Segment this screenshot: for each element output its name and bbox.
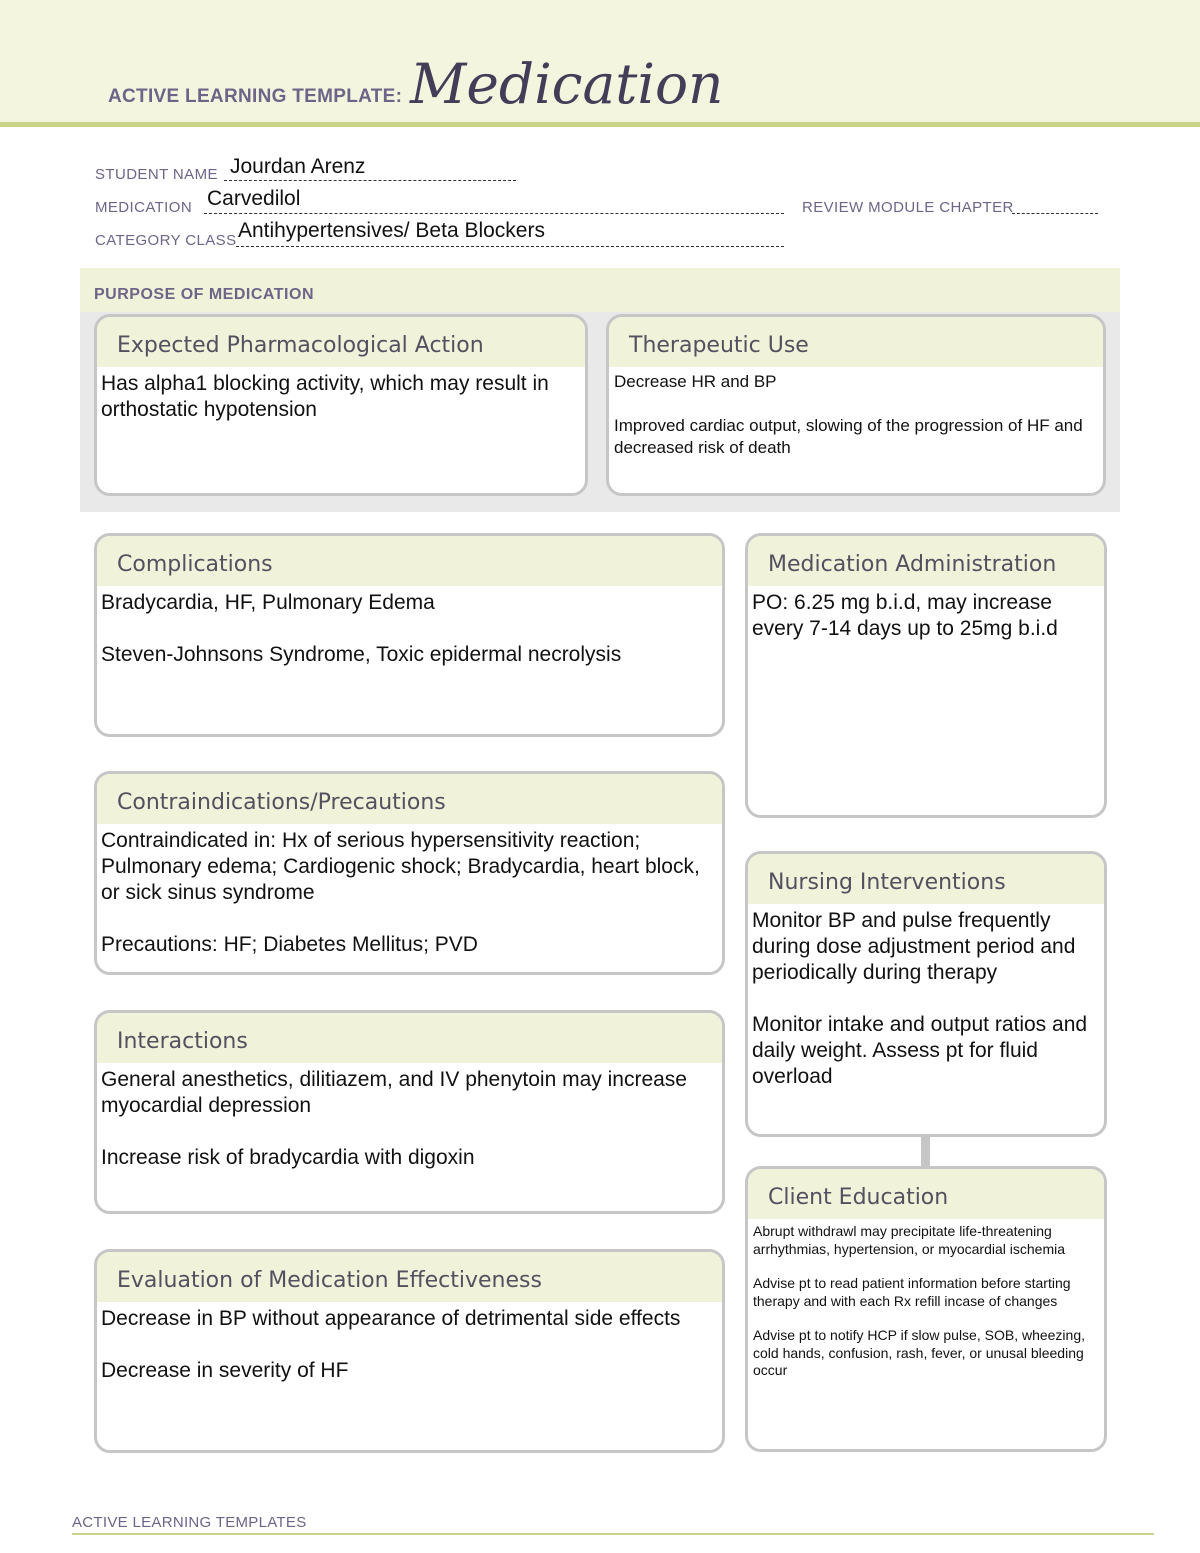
evaluation-text-2: Decrease in severity of HF	[101, 1359, 349, 1382]
complications-text-2: Steven-Johnsons Syndrome, Toxic epidermal necrolysis	[101, 643, 622, 666]
complications-body[interactable]	[97, 586, 722, 668]
category-class-label: CATEGORY CLASS	[95, 232, 237, 249]
interactions-box	[94, 1010, 725, 1214]
review-module-line[interactable]	[1012, 213, 1098, 214]
complications-box	[94, 533, 725, 737]
evaluation-text-1: Decrease in BP without appearance of detrimental side effects	[101, 1307, 681, 1330]
student-name-label: STUDENT NAME	[95, 166, 218, 183]
header-divider	[0, 122, 1200, 127]
contraindications-box	[94, 771, 725, 975]
therapeutic-use-heading: Therapeutic Use	[609, 317, 1103, 367]
therapeutic-use-box	[606, 314, 1106, 496]
evaluation-box	[94, 1249, 725, 1453]
student-name-line	[224, 180, 516, 181]
medication-administration-box	[745, 533, 1107, 818]
therapeutic-use-text-1: Decrease HR and BP	[614, 372, 777, 391]
review-module-label: REVIEW MODULE CHAPTER	[802, 199, 1014, 216]
client-education-text-3: Advise pt to notify HCP if slow pulse, SOB, wheezing, cold hands, confusion, rash, fever, or unusal bleeding occur	[753, 1327, 1086, 1378]
contraindications-text-1: Contraindicated in: Hx of serious hypersensitivity reaction; Pulmonary edema; Cardiogenic shock; Bradycardia, heart block, or sick sinus syndrome	[101, 829, 700, 904]
nursing-interventions-heading: Nursing Interventions	[748, 854, 1104, 904]
complications-heading: Complications	[97, 536, 722, 586]
category-class-line	[236, 246, 784, 247]
medication-administration-body[interactable]	[748, 586, 1104, 642]
nursing-interventions-body[interactable]	[748, 904, 1104, 1090]
nursing-interventions-text-2: Monitor intake and output ratios and daily weight. Assess pt for fluid overload	[752, 1013, 1088, 1088]
template-label: ACTIVE LEARNING TEMPLATE:	[108, 86, 403, 107]
client-education-text-2: Advise pt to read patient information before starting therapy and with each Rx refill incase of changes	[753, 1275, 1071, 1309]
medication-label: MEDICATION	[95, 199, 193, 216]
evaluation-heading: Evaluation of Medication Effectiveness	[97, 1252, 722, 1302]
therapeutic-use-body[interactable]	[609, 367, 1103, 459]
expected-action-box	[94, 314, 588, 496]
connector-bar	[921, 1135, 930, 1167]
medication-value[interactable]: Carvedilol	[207, 187, 301, 210]
client-education-heading: Client Education	[748, 1169, 1104, 1219]
page-title: Medication	[410, 52, 724, 116]
student-name-value[interactable]: Jourdan Arenz	[230, 155, 366, 178]
client-education-box	[745, 1166, 1107, 1452]
footer-text: ACTIVE LEARNING TEMPLATES	[72, 1514, 307, 1531]
expected-action-heading: Expected Pharmacological Action	[97, 317, 585, 367]
expected-action-text: Has alpha1 blocking activity, which may result in orthostatic hypotension	[101, 372, 549, 421]
medication-line	[204, 213, 784, 214]
footer-divider	[72, 1533, 1154, 1535]
category-class-value[interactable]: Antihypertensives/ Beta Blockers	[238, 219, 545, 242]
contraindications-text-2: Precautions: HF; Diabetes Mellitus; PVD	[101, 933, 478, 956]
evaluation-body[interactable]	[97, 1302, 722, 1384]
medication-administration-text: PO: 6.25 mg b.i.d, may increase every 7-14 days up to 25mg b.i.d	[752, 591, 1058, 640]
interactions-text-1: General anesthetics, dilitiazem, and IV phenytoin may increase myocardial depression	[101, 1068, 687, 1117]
client-education-body[interactable]	[748, 1219, 1104, 1380]
purpose-title: PURPOSE OF MEDICATION	[94, 286, 314, 303]
nursing-interventions-box	[745, 851, 1107, 1137]
interactions-text-2: Increase risk of bradycardia with digoxin	[101, 1146, 475, 1169]
medication-administration-heading: Medication Administration	[748, 536, 1104, 586]
expected-action-body[interactable]	[97, 367, 585, 423]
complications-text-1: Bradycardia, HF, Pulmonary Edema	[101, 591, 435, 614]
contraindications-body[interactable]	[97, 824, 722, 958]
contraindications-heading: Contraindications/Precautions	[97, 774, 722, 824]
interactions-body[interactable]	[97, 1063, 722, 1171]
therapeutic-use-text-2: Improved cardiac output, slowing of the progression of HF and decreased risk of death	[614, 416, 1083, 457]
interactions-heading: Interactions	[97, 1013, 722, 1063]
nursing-interventions-text-1: Monitor BP and pulse frequently during dose adjustment period and periodically during therapy	[752, 909, 1076, 984]
client-education-text-1: Abrupt withdrawl may precipitate life-threatening arrhythmias, hypertension, or myocardial ischemia	[753, 1223, 1066, 1257]
